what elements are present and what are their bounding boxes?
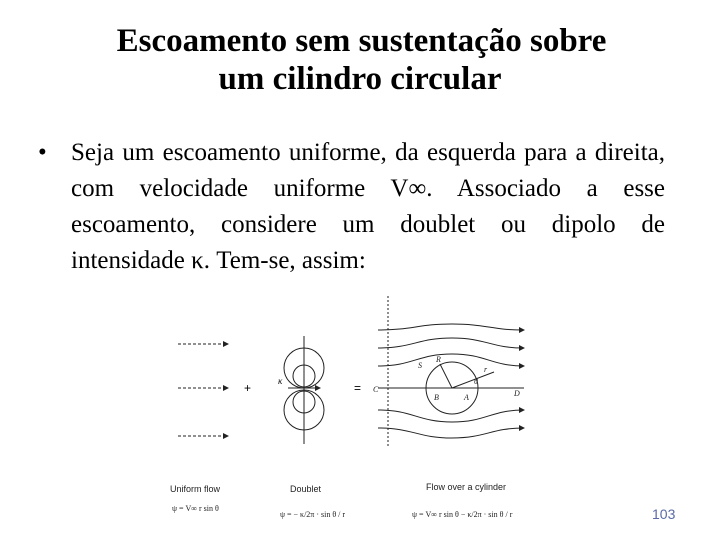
label-C: C <box>373 385 379 394</box>
slide-title <box>0 22 720 98</box>
equals-sign: = <box>354 381 362 395</box>
page-number: 103 <box>652 506 676 522</box>
title-line-2: um cilindro circular <box>218 61 502 97</box>
bullet-marker: • <box>38 139 47 166</box>
streamline-4 <box>378 410 524 422</box>
label-D: D <box>514 389 520 398</box>
kappa-label: κ <box>278 376 283 386</box>
title-line-1: Escoamento sem sustentação sobre <box>116 23 607 59</box>
flow-figure <box>168 296 533 530</box>
streamline-5 <box>378 428 524 438</box>
label-B: B <box>434 393 439 402</box>
equation-doublet: ψ = − κ/2π · sin θ / r <box>280 510 346 519</box>
doublet-diagram <box>284 336 324 444</box>
streamline-1 <box>378 354 524 366</box>
label-S: S <box>418 361 422 370</box>
flow-diagram <box>168 296 533 530</box>
equation-uniform: ψ = V∞ r sin θ <box>172 504 219 513</box>
label-theta: θ <box>474 377 478 386</box>
uniform-flow-arrows <box>178 344 228 436</box>
label-R: R <box>436 355 441 364</box>
streamline-2 <box>378 338 524 348</box>
label-r: r <box>484 365 488 374</box>
equation-cylinder: ψ = V∞ r sin θ − κ/2π · sin θ / r <box>412 510 513 519</box>
bullet-text: Seja um escoamento uniforme, da esquerda para a direita, com velocidade uniforme V∞. Associado a esse escoamento, considere um doublet ou dipolo de intensidade κ. Tem-se, assim: <box>71 139 665 274</box>
caption-cylinder-flow: Flow over a cylinder <box>426 482 507 492</box>
caption-doublet: Doublet <box>290 484 322 494</box>
label-A: A <box>464 393 469 402</box>
plus-sign: + <box>244 381 252 395</box>
caption-uniform-flow: Uniform flow <box>170 484 221 494</box>
cylinder-radius-R <box>440 364 452 388</box>
streamline-3 <box>378 324 524 330</box>
cylinder-flow-diagram <box>378 296 524 446</box>
radius-vector <box>452 372 494 388</box>
